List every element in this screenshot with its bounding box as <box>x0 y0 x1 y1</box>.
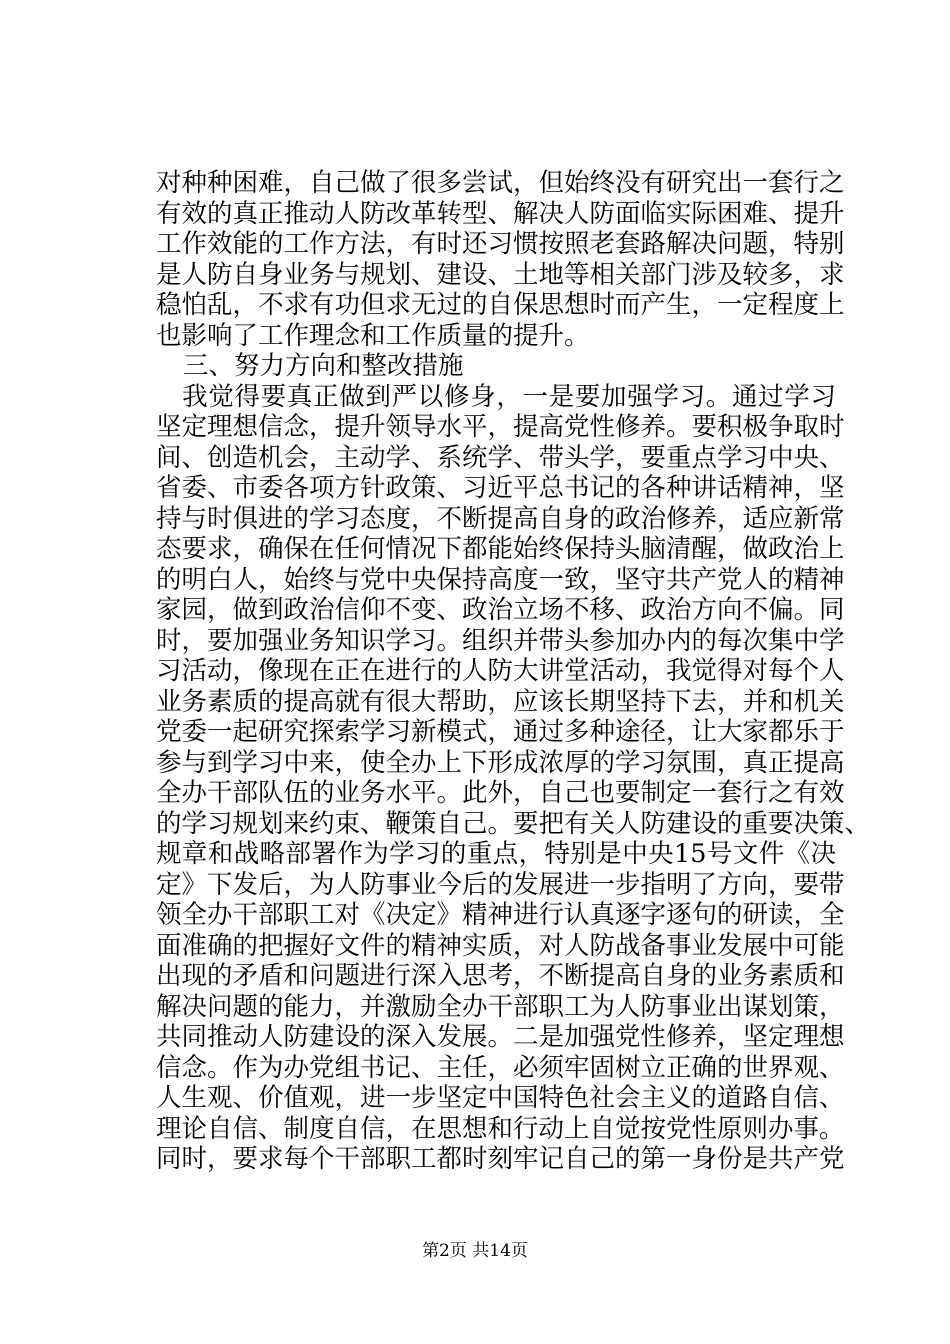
document-body <box>156 168 871 1175</box>
text-line: 我觉得要真正做到严以修身，一是要加强学习。通过学习 <box>156 381 836 412</box>
text-line: 也影响了工作理念和工作质量的提升。 <box>156 320 590 351</box>
text-line: 业务素质的提高就有很大帮助，应该长期坚持下去，并和机关 <box>156 686 845 717</box>
text-line: 的学习规划来约束、鞭策自己。要把有关人防建设的重要决策、 <box>156 808 871 839</box>
text-line: 全办干部队伍的业务水平。此外，自己也要制定一套行之有效 <box>156 778 845 808</box>
text-line: 解决问题的能力，并激励全办干部职工为人防事业出谋划策， <box>156 991 845 1022</box>
text-line: 时，要加强业务知识学习。组织并带头参加办内的每次集中学 <box>156 625 845 656</box>
text-line: 对种种困难，自己做了很多尝试，但始终没有研究出一套行之 <box>156 168 845 198</box>
text-line: 定》下发后，为人防事业今后的发展进一步指明了方向，要带 <box>156 869 845 900</box>
text-line: 出现的矛盾和问题进行深入思考，不断提高自身的业务素质和 <box>156 961 845 991</box>
text-line: 是人防自身业务与规划、建设、土地等相关部门涉及较多，求 <box>156 259 845 290</box>
text-line: 领全办干部职工对《决定》精神进行认真逐字逐句的研读，全 <box>156 900 845 930</box>
text-line: 工作效能的工作方法，有时还习惯按照老套路解决问题，特别 <box>156 229 845 259</box>
text-line: 稳怕乱，不求有功但求无过的自保思想时而产生，一定程度上 <box>156 290 845 320</box>
text-line: 面准确的把握好文件的精神实质，对人防战备事业发展中可能 <box>156 930 845 961</box>
text-line: 有效的真正推动人防改革转型、解决人防面临实际困难、提升 <box>156 198 845 229</box>
paragraph-1 <box>156 168 845 351</box>
paragraph-2 <box>156 381 871 1175</box>
page-number-footer: 第2页 共14页 <box>422 1241 528 1261</box>
text-line: 规章和战略部署作为学习的重点，特别是中央15号文件《决 <box>156 839 836 869</box>
text-line: 家园，做到政治信仰不变、政治立场不移、政治方向不偏。同 <box>156 595 845 625</box>
text-line: 习活动，像现在正在进行的人防大讲堂活动，我觉得对每个人 <box>156 656 845 686</box>
section-heading: 三、努力方向和整改措施 <box>183 351 464 381</box>
text-line: 共同推动人防建设的深入发展。二是加强党性修养，坚定理想 <box>156 1022 845 1052</box>
text-line: 持与时俱进的学习态度，不断提高自身的政治修养，适应新常 <box>156 503 845 534</box>
text-line: 间、创造机会，主动学、系统学、带头学，要重点学习中央、 <box>156 442 845 473</box>
text-line: 信念。作为办党组书记、主任，必须牢固树立正确的世界观、 <box>156 1052 845 1083</box>
text-line: 的明白人，始终与党中央保持高度一致，坚守共产党人的精神 <box>156 564 845 595</box>
text-line: 党委一起研究探索学习新模式，通过多种途径，让大家都乐于 <box>156 717 845 747</box>
text-line: 人生观、价值观，进一步坚定中国特色社会主义的道路自信、 <box>156 1083 845 1113</box>
text-line: 理论自信、制度自信，在思想和行动上自觉按党性原则办事。 <box>156 1113 845 1144</box>
text-line: 参与到学习中来，使全办上下形成浓厚的学习氛围，真正提高 <box>156 747 845 778</box>
text-line: 坚定理想信念，提升领导水平，提高党性修养。要积极争取时 <box>156 412 845 442</box>
text-line: 省委、市委各项方针政策、习近平总书记的各种讲话精神，坚 <box>156 473 845 503</box>
text-line: 同时，要求每个干部职工都时刻牢记自己的第一身份是共产党 <box>156 1144 845 1174</box>
text-line: 态要求，确保在任何情况下都能始终保持头脑清醒，做政治上 <box>156 534 845 564</box>
